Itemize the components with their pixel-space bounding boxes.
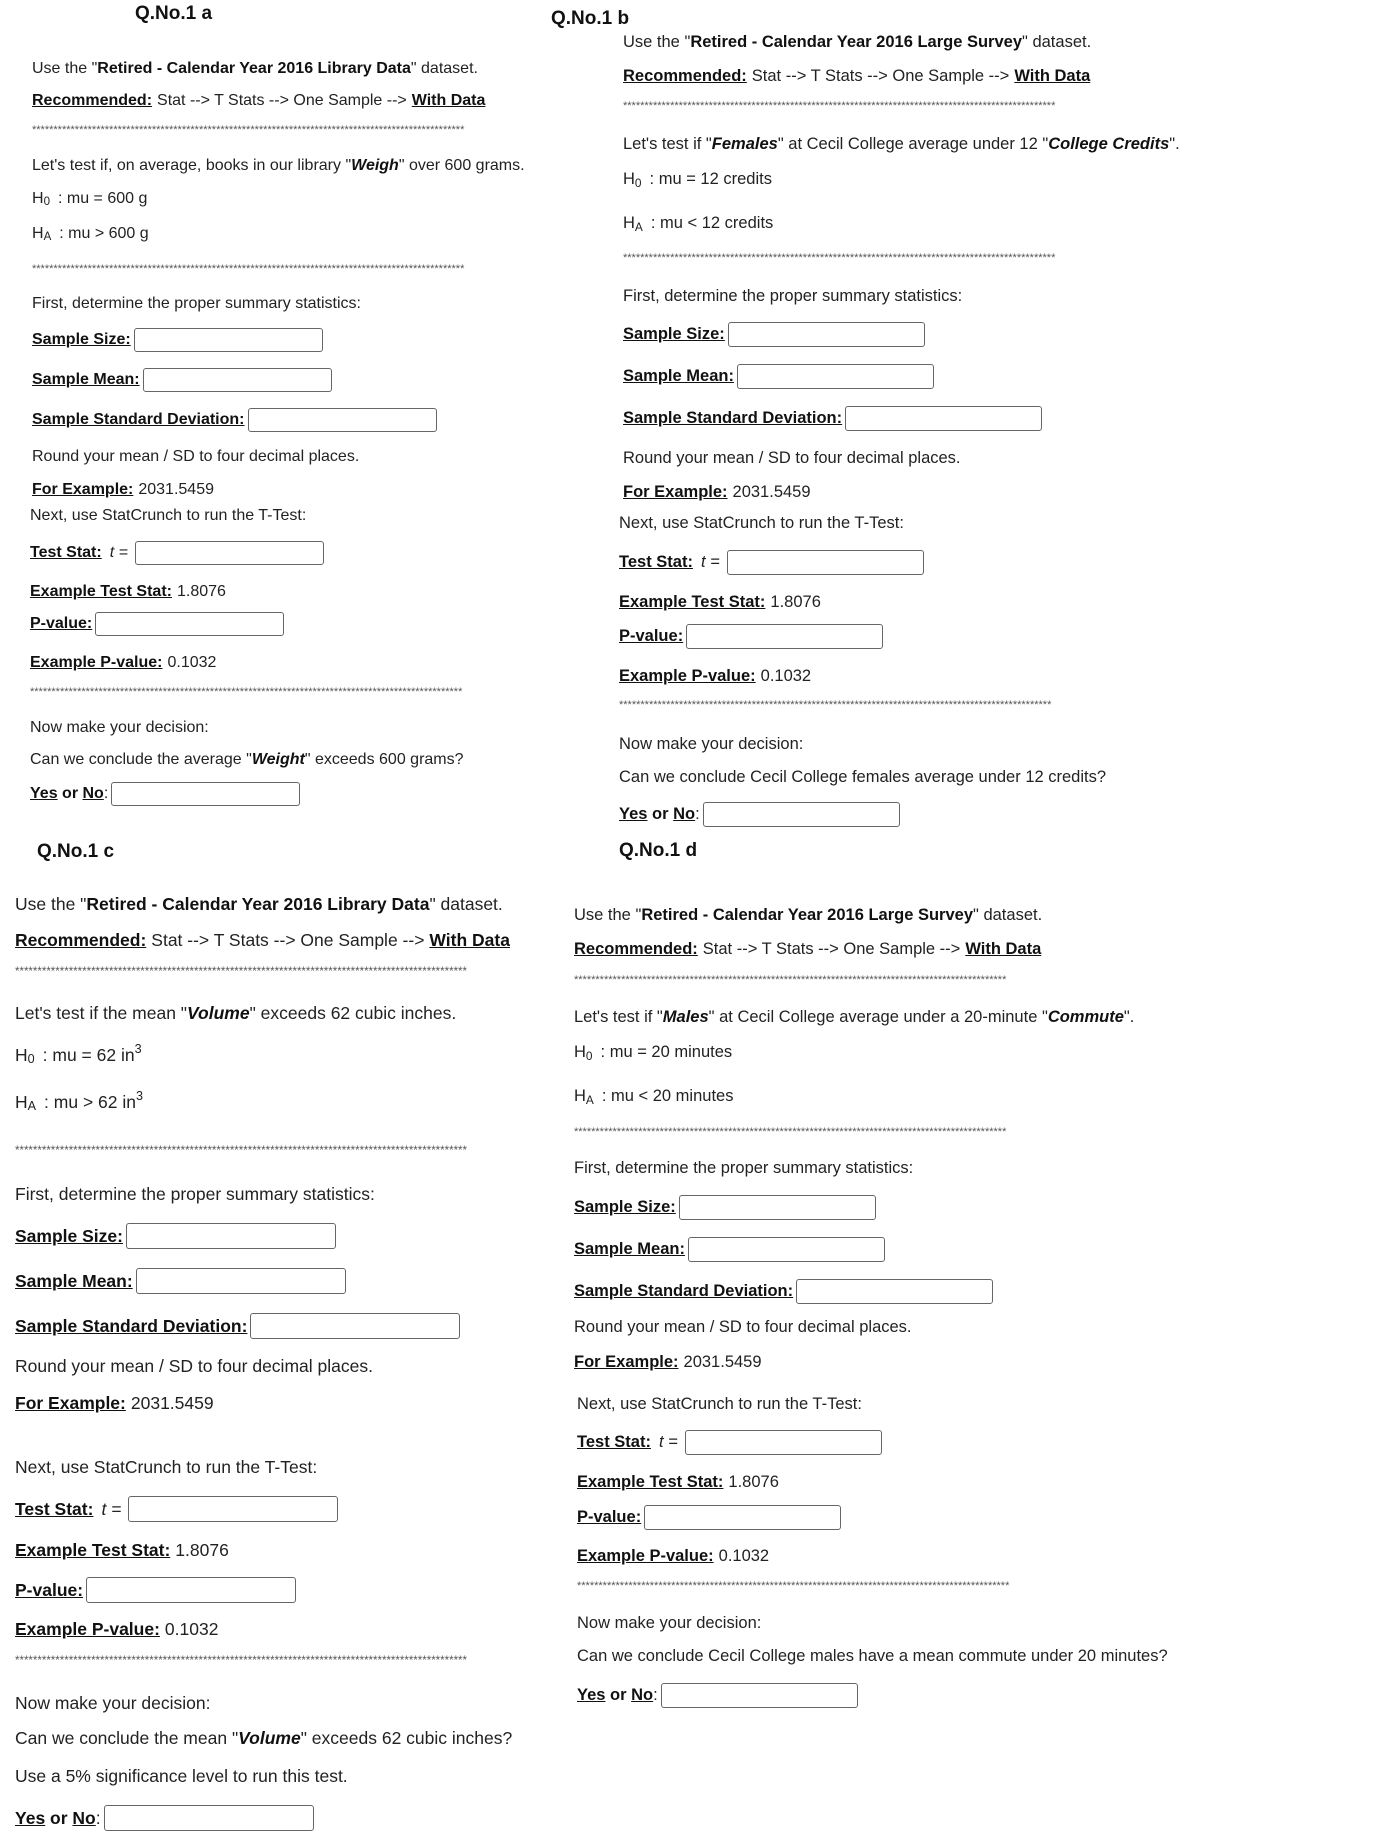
divider: ***************************************************************************************************** <box>32 263 465 275</box>
yes-no-row: Yes or No : <box>30 782 300 806</box>
hypothesis-intro: Let's test if the mean " Volume " exceeds 62 cubic inches. <box>15 1003 457 1023</box>
recommended-line: Recommended: Stat --> T Stats --> One Sample --> With Data <box>15 930 510 950</box>
sample-sd-input[interactable] <box>250 1313 460 1339</box>
divider: ***************************************************************************************************** <box>574 974 1007 986</box>
sample-mean-row: Sample Mean: <box>623 364 934 389</box>
p-value-row: P-value: <box>30 612 284 636</box>
p-value-input[interactable] <box>644 1505 841 1530</box>
round-instruction: Round your mean / SD to four decimal places. <box>15 1356 373 1376</box>
example-p-value-line: Example P-value: 0.1032 <box>577 1547 770 1565</box>
conclusion-question: Can we conclude the mean " Volume " exceeds 62 cubic inches? <box>15 1728 513 1748</box>
sample-sd-row: Sample Standard Deviation: <box>15 1313 460 1339</box>
round-instruction: Round your mean / SD to four decimal places. <box>574 1318 912 1336</box>
for-example-line: For Example: 2031.5459 <box>574 1353 762 1371</box>
p-value-input[interactable] <box>95 612 284 636</box>
summary-intro: First, determine the proper summary statistics: <box>15 1184 375 1204</box>
test-stat-input[interactable] <box>727 550 924 575</box>
decision-prompt: Now make your decision: <box>577 1614 762 1632</box>
null-hypothesis: H 0 : mu = 12 credits <box>623 170 772 191</box>
divider: ***************************************************************************************************** <box>15 966 468 978</box>
p-value-row: P-value: <box>577 1505 841 1530</box>
null-hypothesis: H 0 : mu = 20 minutes <box>574 1043 733 1064</box>
yes-no-input[interactable] <box>104 1805 314 1831</box>
sample-sd-row: Sample Standard Deviation: <box>32 408 437 432</box>
divider: ***************************************************************************************************** <box>577 1580 1010 1592</box>
next-instruction: Next, use StatCrunch to run the T-Test: <box>30 507 307 524</box>
yes-no-row: Yes or No : <box>619 802 900 827</box>
for-example-line: For Example: 2031.5459 <box>32 481 214 498</box>
sample-mean-input[interactable] <box>737 364 934 389</box>
conclusion-question: Can we conclude Cecil College females average under 12 credits? <box>619 768 1107 786</box>
sample-sd-input[interactable] <box>845 406 1042 431</box>
for-example-line: For Example: 2031.5459 <box>15 1393 214 1413</box>
divider: ***************************************************************************************************** <box>15 1145 468 1157</box>
sample-mean-input[interactable] <box>136 1268 346 1294</box>
yes-no-row: Yes or No : <box>15 1805 314 1831</box>
test-stat-input[interactable] <box>135 541 324 565</box>
sample-mean-input[interactable] <box>688 1237 885 1262</box>
example-p-value-line: Example P-value: 0.1032 <box>15 1619 219 1639</box>
p-value-input[interactable] <box>686 624 883 649</box>
sample-size-row: Sample Size: <box>32 328 323 352</box>
alt-hypothesis: H A : mu > 62 in 3 <box>15 1088 143 1114</box>
example-test-stat-line: Example Test Stat: 1.8076 <box>15 1540 229 1560</box>
for-example-line: For Example: 2031.5459 <box>623 483 811 501</box>
sample-size-input[interactable] <box>679 1195 876 1220</box>
p-value-row: P-value: <box>619 624 883 649</box>
next-instruction: Next, use StatCrunch to run the T-Test: <box>619 514 904 532</box>
example-p-value-line: Example P-value: 0.1032 <box>30 654 217 671</box>
example-p-value-line: Example P-value: 0.1032 <box>619 667 812 685</box>
next-instruction: Next, use StatCrunch to run the T-Test: <box>577 1395 862 1413</box>
sample-sd-input[interactable] <box>796 1279 993 1304</box>
null-hypothesis: H 0 : mu = 600 g <box>32 190 148 209</box>
sample-mean-row: Sample Mean: <box>574 1237 885 1262</box>
conclusion-question: Can we conclude the average " Weight " exceeds 600 grams? <box>30 751 464 768</box>
sample-size-input[interactable] <box>728 322 925 347</box>
sample-size-input[interactable] <box>126 1223 336 1249</box>
test-stat-row: Test Stat: t = <box>577 1430 882 1455</box>
conclusion-question: Can we conclude Cecil College males have a mean commute under 20 minutes? <box>577 1647 1168 1665</box>
sample-mean-row: Sample Mean: <box>15 1268 346 1294</box>
decision-prompt: Now make your decision: <box>30 719 209 736</box>
divider: ***************************************************************************************************** <box>15 1655 468 1667</box>
recommended-line: Recommended: Stat --> T Stats --> One Sample --> With Data <box>574 940 1042 958</box>
yes-no-input[interactable] <box>111 782 300 806</box>
decision-prompt: Now make your decision: <box>15 1693 211 1713</box>
alt-hypothesis: H A : mu > 600 g <box>32 225 149 244</box>
dataset-line: Use the " Retired - Calendar Year 2016 Large Survey " dataset. <box>574 906 1043 924</box>
hypothesis-intro: Let's test if " Males " at Cecil College average under a 20-minute " Commute ". <box>574 1008 1135 1026</box>
divider: ***************************************************************************************************** <box>30 686 463 698</box>
significance-instruction: Use a 5% significance level to run this test. <box>15 1766 348 1786</box>
summary-intro: First, determine the proper summary statistics: <box>32 295 361 312</box>
sample-mean-row: Sample Mean: <box>32 368 332 392</box>
sample-mean-input[interactable] <box>143 368 332 392</box>
test-stat-input[interactable] <box>685 1430 882 1455</box>
p-value-row: P-value: <box>15 1577 296 1603</box>
round-instruction: Round your mean / SD to four decimal places. <box>32 448 360 465</box>
dataset-name: Retired - Calendar Year 2016 Library Data <box>97 60 411 77</box>
alt-hypothesis: H A : mu < 20 minutes <box>574 1087 734 1108</box>
divider: ***************************************************************************************************** <box>574 1126 1007 1138</box>
recommended-line: Recommended: Stat --> T Stats --> One Sample --> With Data <box>623 67 1091 85</box>
question-title: Q.No.1 c <box>37 841 115 862</box>
sample-size-row: Sample Size: <box>623 322 925 347</box>
question-title: Q.No.1 b <box>551 8 630 29</box>
divider: ***************************************************************************************************** <box>619 699 1052 711</box>
dataset-line: Use the " Retired - Calendar Year 2016 Library Data " dataset. <box>15 894 503 914</box>
question-title-d: Q.No.1 d <box>619 840 698 861</box>
dataset-line: Use the " Retired - Calendar Year 2016 Library Data " dataset. <box>32 60 478 77</box>
yes-no-row: Yes or No : <box>577 1683 858 1708</box>
recommended-line: Recommended: Stat --> T Stats --> One Sample --> With Data <box>32 92 486 109</box>
test-stat-input[interactable] <box>128 1496 338 1522</box>
decision-prompt: Now make your decision: <box>619 735 804 753</box>
dataset-line: Use the " Retired - Calendar Year 2016 Large Survey " dataset. <box>623 33 1092 51</box>
test-stat-row: Test Stat: t = <box>619 550 924 575</box>
hypothesis-intro: Let's test if, on average, books in our library " Weigh " over 600 grams. <box>32 157 525 174</box>
sample-sd-row: Sample Standard Deviation: <box>623 406 1042 431</box>
alt-hypothesis: H A : mu < 12 credits <box>623 214 774 235</box>
test-stat-row: Test Stat: t = <box>30 541 324 565</box>
dataset-name: Retired - Calendar Year 2016 Large Survey <box>641 906 974 924</box>
example-test-stat-line: Example Test Stat: 1.8076 <box>577 1473 779 1491</box>
null-hypothesis: H 0 : mu = 62 in 3 <box>15 1041 142 1067</box>
divider: ***************************************************************************************************** <box>32 124 465 136</box>
question-title: Q.No.1 a <box>135 3 213 24</box>
sample-size-row: Sample Size: <box>574 1195 876 1220</box>
sample-size-input[interactable] <box>134 328 323 352</box>
dataset-name: Retired - Calendar Year 2016 Library Data <box>86 894 430 914</box>
example-test-stat-line: Example Test Stat: 1.8076 <box>619 593 821 611</box>
yes-no-input[interactable] <box>703 802 900 827</box>
round-instruction: Round your mean / SD to four decimal places. <box>623 449 961 467</box>
p-value-input[interactable] <box>86 1577 296 1603</box>
hypothesis-intro: Let's test if " Females " at Cecil College average under 12 " College Credits ". <box>623 135 1180 153</box>
yes-no-input[interactable] <box>661 1683 858 1708</box>
example-test-stat-line: Example Test Stat: 1.8076 <box>30 583 226 600</box>
summary-intro: First, determine the proper summary statistics: <box>574 1159 914 1177</box>
sample-sd-row: Sample Standard Deviation: <box>574 1279 993 1304</box>
sample-size-row: Sample Size: <box>15 1223 336 1249</box>
next-instruction: Next, use StatCrunch to run the T-Test: <box>15 1457 318 1477</box>
divider: ***************************************************************************************************** <box>623 252 1056 264</box>
summary-intro: First, determine the proper summary statistics: <box>623 287 963 305</box>
dataset-name: Retired - Calendar Year 2016 Large Survey <box>690 33 1023 51</box>
divider: ***************************************************************************************************** <box>623 100 1056 112</box>
test-stat-row: Test Stat: t = <box>15 1496 338 1522</box>
sample-sd-input[interactable] <box>248 408 437 432</box>
